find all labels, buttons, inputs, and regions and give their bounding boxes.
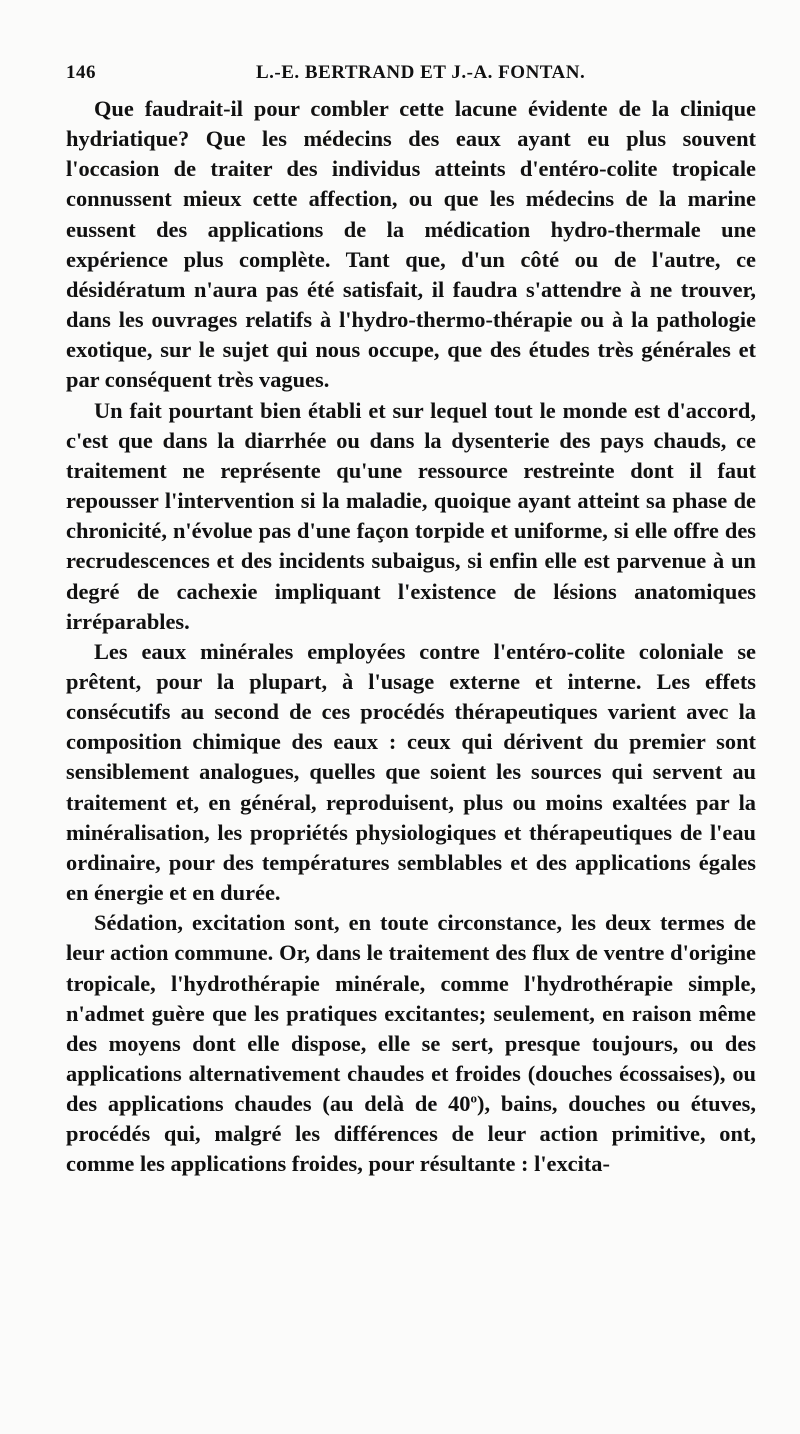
paragraph-4-text-after: ), bains, douches ou étuves, procédés qui, malgré les différences de leur action primitive, ont, comme les applications froides, pour résultante : l'excita-	[66, 1091, 756, 1177]
paragraph-4-text-before: Sédation, excitation sont, en toute circonstance, les deux termes de leur action commune. Or, dans le traitement des flux de ventre d'origine tropicale, l'hydrothérapie minérale, comme l'hydrothérapie simple, n'admet guère que les pratiques excitantes; seulement, en raison même des moyens dont elle dispose, elle se sert, presque toujours, ou des applications alternativement chaudes et froides (douches écossaises), ou des applications chaudes (au delà de 40	[66, 910, 756, 1117]
running-header	[66, 62, 756, 90]
paragraph-2: Un fait pourtant bien établi et sur lequel tout le monde est d'accord, c'est que dans la diarrhée ou dans la dysenterie des pays chauds, ce traitement ne représente qu'une ressource restreinte dont il faut repousser l'intervention si la maladie, quoique ayant atteint sa phase de chronicité, n'évolue pas d'une façon torpide et uniforme, si elle offre des recrudescences et des incidents subaigus, si enfin elle est parvenue à un degré de cachexie impliquant l'existence de lésions anatomiques irréparables.	[66, 397, 756, 634]
page-number: 146	[66, 62, 96, 83]
body-text	[66, 94, 756, 1180]
paragraph-1: Que faudrait-il pour combler cette lacune évidente de la clinique hydriatique? Que les médecins des eaux ayant eu plus souvent l'occasion de traiter des individus atteints d'entéro-colite tropicale connussent mieux cette affection, ou que les médecins de la marine eussent des applications de la médication hydro-thermale une expérience plus complète. Tant que, d'un côté ou de l'autre, ce désidératum n'aura pas été satisfait, il faudra s'attendre à ne trouver, dans les ouvrages relatifs à l'hydro-thermo-thérapie ou à la pathologie exotique, sur le sujet qui nous occupe, que des études très générales et par conséquent très vagues.	[66, 96, 756, 393]
paragraph-3: Les eaux minérales employées contre l'entéro-colite coloniale se prêtent, pour la plupart, à l'usage externe et interne. Les effets consécutifs au second de ces procédés thérapeutiques varient avec la composition chimique des eaux : ceux qui dérivent du premier sont sensiblement analogues, quelles que soient les sources qui servent au traitement et, en général, reproduisent, plus ou moins exaltées par la minéralisation, les propriétés physiologiques et thérapeutiques de l'eau ordinaire, pour des températures semblables et des applications égales en énergie et en durée.	[66, 638, 756, 906]
degree-superscript: o	[470, 1090, 477, 1106]
paragraph-4	[66, 908, 756, 1179]
running-title: L.-E. BERTRAND ET J.-A. FONTAN.	[256, 62, 586, 83]
